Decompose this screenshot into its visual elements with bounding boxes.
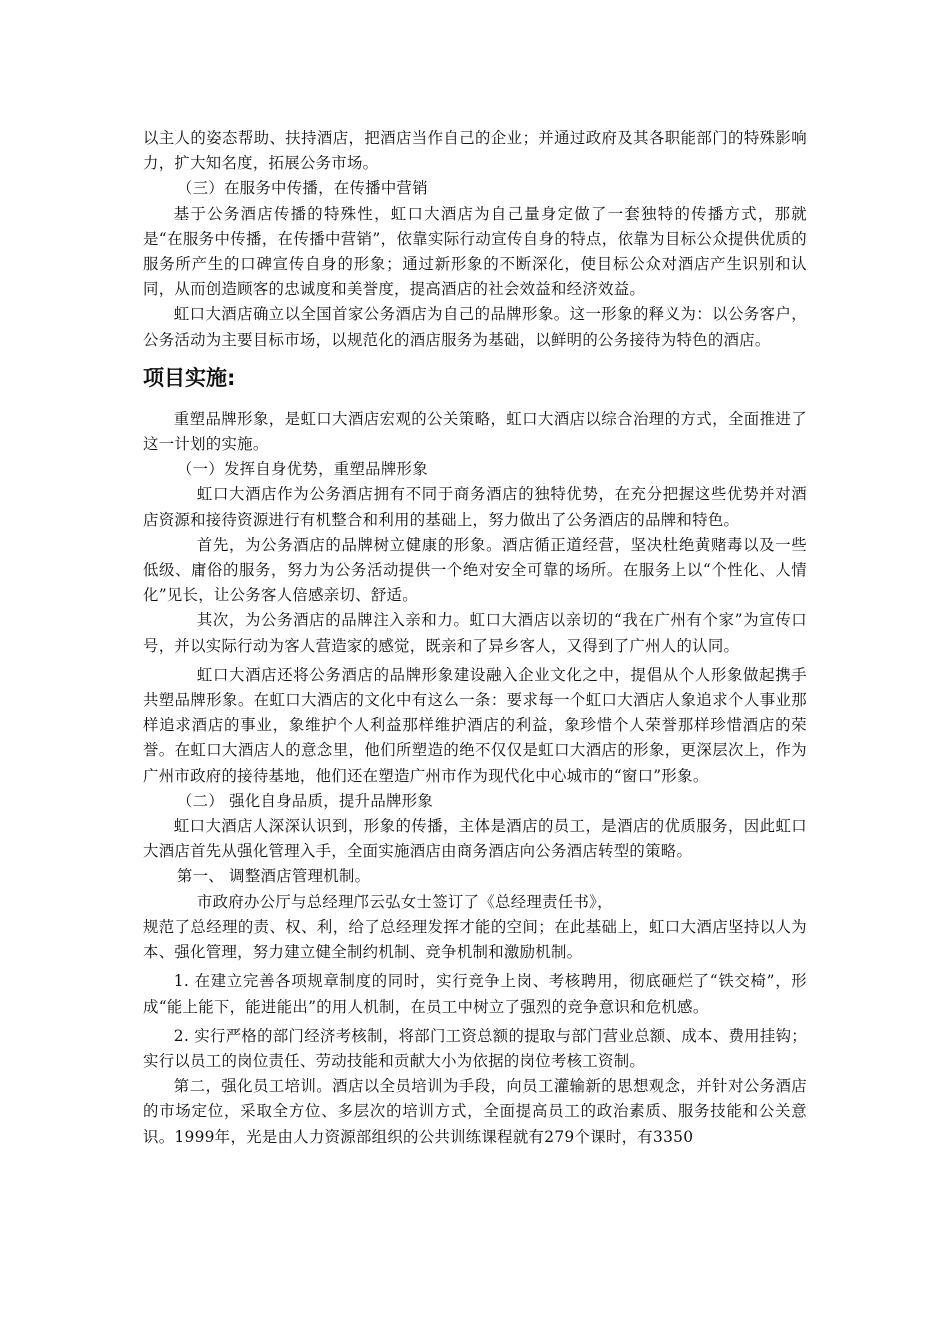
section-heading: 项目实施: — [143, 365, 236, 390]
paragraph-corporate-culture: 虹口大酒店还将公务酒店的品牌形象建设融入企业文化之中，提倡从个人形象做起携手共塑品牌形象。在虹口大酒店的文化中有这么一条：要求每一个虹口大酒店人象追求个人事业那样追求酒店的事业，象维护个人利益那样维护酒店的利益，象珍惜个人荣誉那样珍惜酒店的荣誉。在虹口大酒店人的意念里，他们所塑造的绝不仅仅是虹口大酒店的形象，更深层次上，作为广州市政府的接待基地，他们还在塑造广州市作为现代化中心城市的“窗口”形象。 — [143, 665, 807, 785]
subheading-one: （一）发挥自身优势，重塑品牌形象 — [176, 460, 428, 479]
paragraph-responsibility-letter: 市政府办公厅与总经理邝云弘女士签订了《总经理责任书》， — [196, 892, 613, 911]
paragraph-second-affinity: 其次，为公务酒店的品牌注入亲和力。虹口大酒店以亲切的“我在广州有个家”为宣传口号，并以实际行动为客人营造家的感觉，既亲和了异乡客人，又得到了广州人的认同。 — [143, 611, 807, 655]
paragraph-strategy-intro: 重塑品牌形象，是虹口大酒店宏观的公关策略，虹口大酒店以综合治理的方式，全面推进了这一计划的实施。 — [143, 409, 807, 454]
paragraph-second-training: 第二，强化员工培训。酒店以全员培训为手段，向员工灌输新的思想观念，并针对公务酒店的市场定位，采取全方位、多层次的培训方式，全面提高员工的政治素质、服务技能和公关意识。1999年，光是由人力资源部组织的公共训练课程就有279个课时，有3350 — [143, 1077, 807, 1146]
paragraph-brand-image: 虹口大酒店确立以全国首家公务酒店为自己的品牌形象。这一形象的释义为：以公务客户，公务活动为主要目标市场，以规范化的酒店服务为基础，以鲜明的公务接待为特色的酒店。 — [143, 305, 807, 349]
paragraph-unique-advantage: 虹口大酒店作为公务酒店拥有不同于商务酒店的独特优势，在充分把握这些优势并对酒店资源和接待资源进行有机整合和利用的基础上，努力做出了公务酒店的品牌和特色。 — [143, 485, 807, 529]
subheading-three: （三）在服务中传播，在传播中营销 — [176, 179, 428, 198]
paragraph-first-healthy-image: 首先，为公务酒店的品牌树立健康的形象。酒店循正道经营，坚决杜绝黄赌毒以及一些低级、庸俗的服务，努力为公务活动提供一个绝对安全可靠的场所。在服务上以“个性化、人情化”见长，让公务客人倍感亲切、舒适。 — [143, 535, 807, 605]
list-item-1: 1. 在建立完善各项规章制度的同时，实行竞争上岗、考核聘用，彻底砸烂了“铁交椅”，形成“能上能下，能进能出”的用人机制，在员工中树立了强烈的竞争意识和危机感。 — [143, 972, 807, 1016]
paragraph-staff-service: 虹口大酒店人深深认识到，形象的传播，主体是酒店的员工，是酒店的优质服务，因此虹口大酒店首先从强化管理入手，全面实施酒店由商务酒店向公务酒店转型的策略。 — [143, 817, 807, 861]
paragraph-first-adjust: 第一、 调整酒店管理机制。 — [176, 867, 371, 886]
paragraph-communication-method: 基于公务酒店传播的特殊性，虹口大酒店为自己量身定做了一套独特的传播方式，那就是“在服务中传播，在传播中营销”，依靠实际行动宣传自身的特点，依靠为目标公众提供优质的服务所产生的口碑宣传自身的形象；通过新形象的不断深化，使目标公众对酒店产生识别和认同，从而创造顾客的忠诚度和美誉度，提高酒店的社会效益和经济效益。 — [143, 204, 807, 299]
subheading-two: （二） 强化自身品质，提升品牌形象 — [176, 791, 434, 810]
paragraph-regulate-manager: 规范了总经理的责、权、利，给了总经理发挥才能的空间；在此基础上，虹口大酒店坚持以人为本、强化管理，努力建立健全制约机制、竞争机制和激励机制。 — [143, 917, 807, 962]
paragraph-public-affairs-support: 以主人的姿态帮助、扶持酒店，把酒店当作自己的企业；并通过政府及其各职能部门的特殊影响力，扩大知名度，拓展公务市场。 — [143, 129, 807, 173]
document-page — [143, 126, 807, 1150]
list-item-2: 2. 实行严格的部门经济考核制，将部门工资总额的提取与部门营业总额、成本、费用挂钩；实行以员工的岗位责任、劳动技能和贡献大小为依据的岗位考核工资制。 — [143, 1026, 807, 1070]
